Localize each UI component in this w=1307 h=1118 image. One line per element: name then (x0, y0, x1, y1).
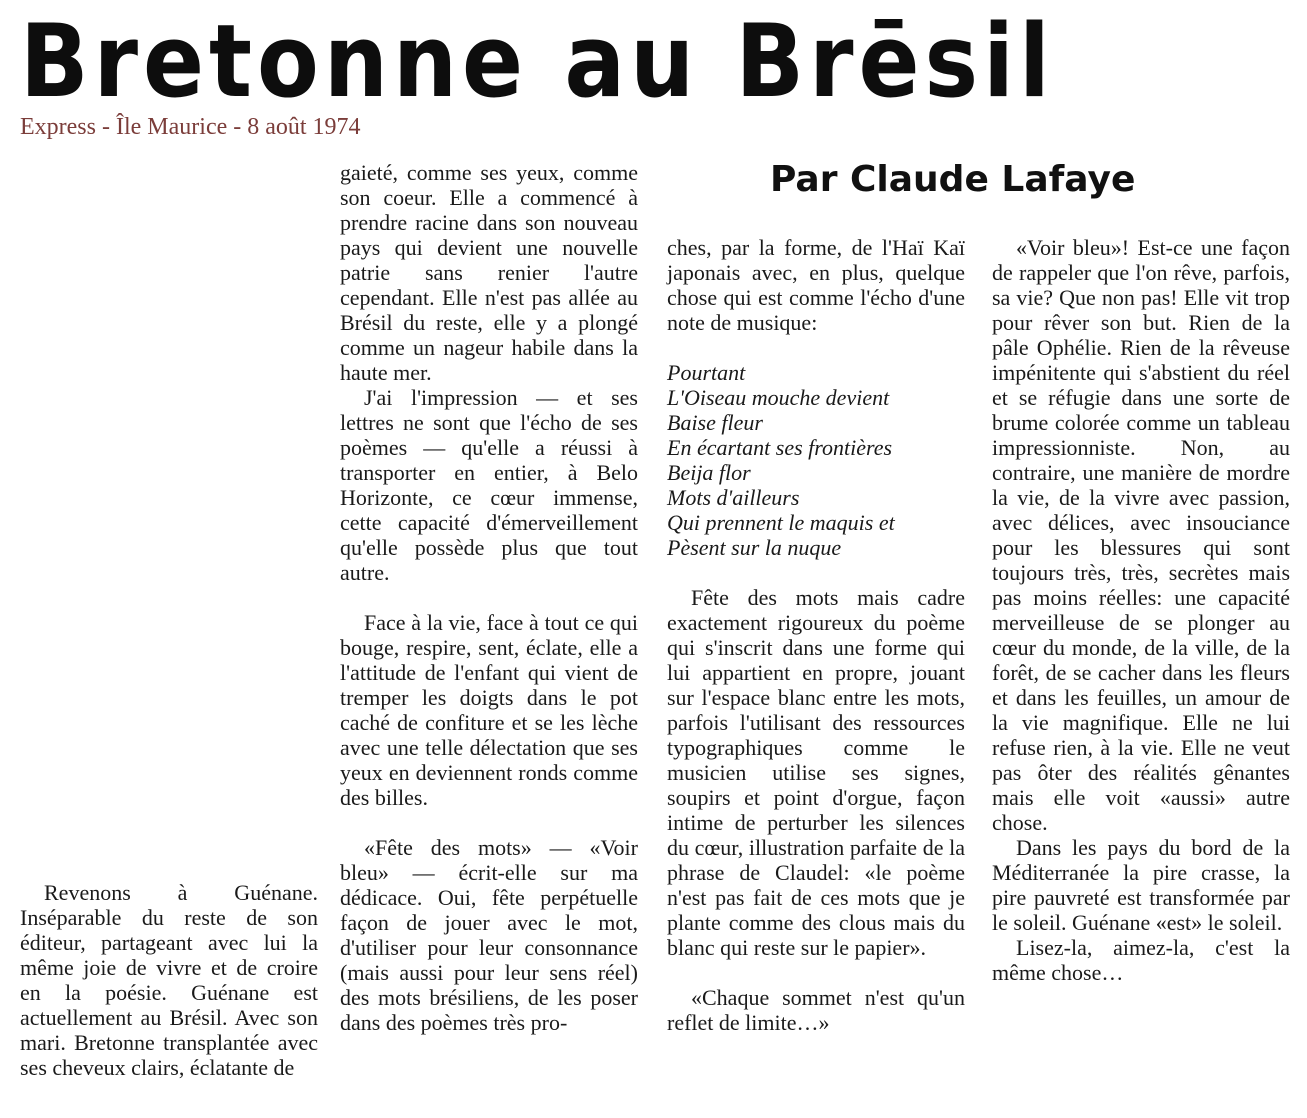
paragraph: Face à la vie, face à tout ce qui bouge, respire, sent, éclate, elle a l'attitude de l'enfant qui vient de tremper les doigts dans le pot caché de confiture et se les lèche avec une telle délectation que ses yeux en deviennent ronds comme des billes. (340, 610, 638, 810)
article-column-3 (667, 235, 965, 1035)
paragraph: Lisez-la, aimez-la, c'est la même chose… (992, 935, 1290, 985)
paragraph: gaieté, comme ses yeux, comme son coeur. Elle a commencé à prendre racine dans son nouveau pays qui devient une nouvelle patrie sans renier l'autre cependant. Elle n'est pas allée au Brésil du reste, elle y a plongé comme un nageur habile dans la haute mer. (340, 160, 638, 385)
byline: Par Claude Lafaye (770, 159, 1136, 200)
paragraph: Revenons à Guénane. Inséparable du reste de son éditeur, partageant avec lui la même joie de vivre et de croire en la poésie. Guénane est actuellement au Brésil. Avec son mari. Bretonne transplantée avec ses cheveux clairs, éclatante de (20, 880, 318, 1080)
quote: «Chaque sommet n'est qu'un reflet de limite…» (667, 985, 965, 1035)
paragraph: «Voir bleu»! Est-ce une façon de rappeler que l'on rêve, parfois, sa vie? Que non pas! Elle vit trop pour rêver son but. Rien de la pâle Ophélie. Rien de la rêveuse impénitente qui s'abstient du réel et se réfugie dans une sorte de brume colorée comme un tableau impressionniste. Non, au contraire, une manière de mordre la vie, de la vivre avec passion, avec délices, avec insouciance pour les blessures qui sont toujours très, très, secrètes mais pas moins réelles: une capacité merveilleuse de se plonger au cœur du monde, de la ville, de la forêt, de se cacher dans les fleurs et dans les feuilles, un amour de la vie magnifique. Elle ne lui refuse rien, à la vie. Elle ne veut pas ôter des réalités gênantes mais elle voit «aussi» autre chose. (992, 235, 1290, 835)
paragraph: Fête des mots mais cadre exactement rigoureux du poème qui s'inscrit dans une forme qui lui appartient en propre, jouant sur l'espace blanc entre les mots, parfois l'utilisant des ressources typographiques comme le musicien utilise ses signes, soupirs et point d'orgue, façon intime de perturber les silences du cœur, illustration parfaite de la phrase de Claudel: «le poème n'est pas fait de ces mots que je plante comme des clous mais du blanc qui reste sur le papier». (667, 585, 965, 960)
headline: Bretonne au Brēsil (20, 3, 1055, 121)
paragraph: «Fête des mots» — «Voir bleu» — écrit-elle sur ma dédicace. Oui, fête perpétuelle façon de jouer avec le mot, d'utiliser pour leur consonnance (mais aussi pour leur sens réel) des mots brésiliens, de les poser dans des poèmes très pro- (340, 835, 638, 1035)
paragraph: ches, par la forme, de l'Haï Kaï japonais avec, en plus, quelque chose qui est comme l'écho d'une note de musique: (667, 235, 965, 335)
article-column-4 (992, 235, 1290, 985)
article-column-2 (340, 160, 638, 1035)
paragraph: J'ai l'impression — et ses lettres ne sont que l'écho de ses poèmes — qu'elle a réussi à transporter en entier, à Belo Horizonte, ce cœur immense, cette capacité d'émerveillement qu'elle possède plus que tout autre. (340, 385, 638, 585)
article-column-1 (20, 880, 318, 1080)
paragraph: Dans les pays du bord de la Méditerranée la pire crasse, la pire pauvreté est transformée par le soleil. Guénane «est» le soleil. (992, 835, 1290, 935)
poem: Pourtant L'Oiseau mouche devient Baise fleur En écartant ses frontières Beija flor Mots d'ailleurs Qui prennent le maquis et Pèsent sur la nuque (667, 360, 895, 560)
source-line: Express - Île Maurice - 8 août 1974 (20, 114, 361, 140)
